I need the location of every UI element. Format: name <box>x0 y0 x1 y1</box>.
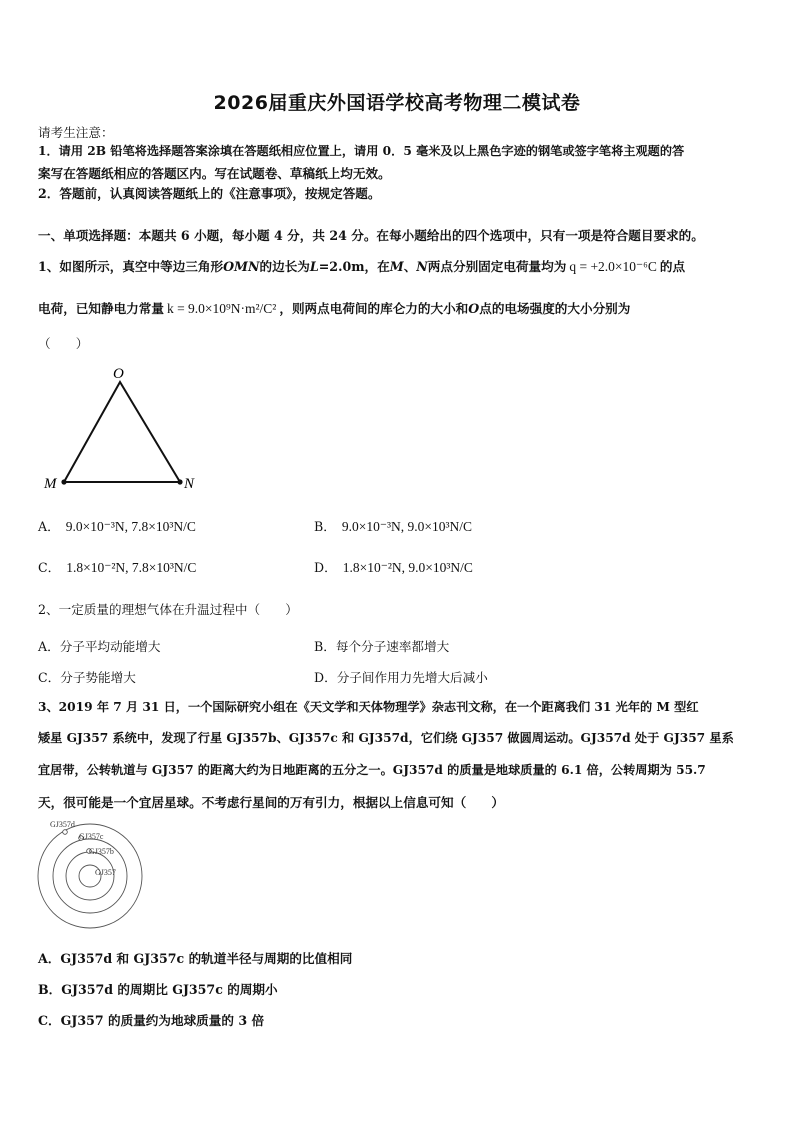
notice-item-1-line-1: 1．请用 2B 铅笔将选择题答案涂填在答题纸相应位置上，请用 0．5 毫米及以上黑色字迹的钢笔或签字笔将主观题的答 <box>38 144 685 158</box>
page-title: 2026届重庆外国语学校高考物理二模试卷 <box>213 92 581 114</box>
q2-option-a: A．分子平均动能增大 <box>38 639 161 654</box>
label-m: M <box>44 476 57 492</box>
point-m-dot <box>61 479 66 484</box>
label-o: O <box>113 366 124 382</box>
q1-stem-line-1: 1、如图所示，真空中等边三角形OMN的边长为L=2.0m，在M、N两点分别固定电荷量均为 q = +2.0×10⁻⁶C 的点 <box>38 259 686 274</box>
q3-option-c: C．GJ357 的质量约为地球质量的 3 倍 <box>38 1013 265 1028</box>
notice-item-1-line-2: 案写在答题纸相应的答题区内。写在试题卷、草稿纸上均无效。 <box>38 166 391 181</box>
notice-heading: 请考生注意： <box>38 125 114 140</box>
q3-stem-line-1: 3、2019 年 7 月 31 日，一个国际研究小组在《天文学和天体物理学》杂志刊文称，在一个距离我们 31 光年的 M 型红 <box>38 700 699 714</box>
notice-item-2: 2．答题前，认真阅读答题纸上的《注意事项》，按规定答题。 <box>38 186 381 201</box>
charge-formula: q = +2.0×10⁻⁶C <box>569 259 657 274</box>
q2-option-b: B．每个分子速率都增大 <box>314 639 450 654</box>
q1-option-b: B． 9.0×10⁻³N, 9.0×10³N/C <box>314 519 473 534</box>
q2-option-d: D．分子间作用力先增大后减小 <box>314 670 488 685</box>
q1-option-d: D． 1.8×10⁻²N, 9.0×10³N/C <box>314 560 473 575</box>
label-gj357: GJ357 <box>95 868 116 877</box>
q2-option-c: C．分子势能增大 <box>38 670 136 685</box>
label-gj357c: GJ357c <box>79 832 104 841</box>
planet-d <box>63 830 68 835</box>
triangle-omn <box>64 382 180 482</box>
orbit-figure <box>34 818 164 930</box>
q1-answer-paren: （ ） <box>38 336 89 351</box>
section-heading: 一、单项选择题：本题共 6 小题，每小题 4 分，共 24 分。在每小题给出的四个选项中，只有一项是符合题目要求的。 <box>38 228 704 243</box>
q3-option-a: A．GJ357d 和 GJ357c 的轨道半径与周期的比值相同 <box>38 951 353 966</box>
label-gj357d: GJ357d <box>50 820 75 829</box>
q1-option-c: C． 1.8×10⁻²N, 7.8×10³N/C <box>38 560 197 575</box>
triangle-figure <box>40 362 210 497</box>
q3-stem-line-3: 宜居带，公转轨道与 GJ357 的距离大约为日地距离的五分之一。GJ357d 的质量是地球质量的 6.1 倍，公转周期为 55.7 <box>38 763 706 777</box>
coulomb-constant-formula: k = 9.0×10⁹N·m²/C² <box>166 301 277 316</box>
label-n: N <box>184 476 195 492</box>
label-gj357b: GJ357b <box>89 847 114 856</box>
point-n-dot <box>177 479 182 484</box>
q2-stem: 2、一定质量的理想气体在升温过程中（ ） <box>38 602 298 617</box>
q3-stem-line-2: 矮星 GJ357 系统中，发现了行星 GJ357b、GJ357c 和 GJ357d，它们绕 GJ357 做圆周运动。GJ357d 处于 GJ357 星系 <box>38 731 734 745</box>
q1-stem-line-2: 电荷，已知静电力常量 k = 9.0×10⁹N·m²/C² ，则两点电荷间的库仑力的大小和O点的电场强度的大小分别为 <box>38 301 631 316</box>
q3-option-b: B．GJ357d 的周期比 GJ357c 的周期小 <box>38 982 278 997</box>
q3-stem-line-4: 天，很可能是一个宜居星球。不考虑行星间的万有引力，根据以上信息可知（ ） <box>38 795 504 810</box>
q1-option-a: A． 9.0×10⁻³N, 7.8×10³N/C <box>38 519 196 534</box>
